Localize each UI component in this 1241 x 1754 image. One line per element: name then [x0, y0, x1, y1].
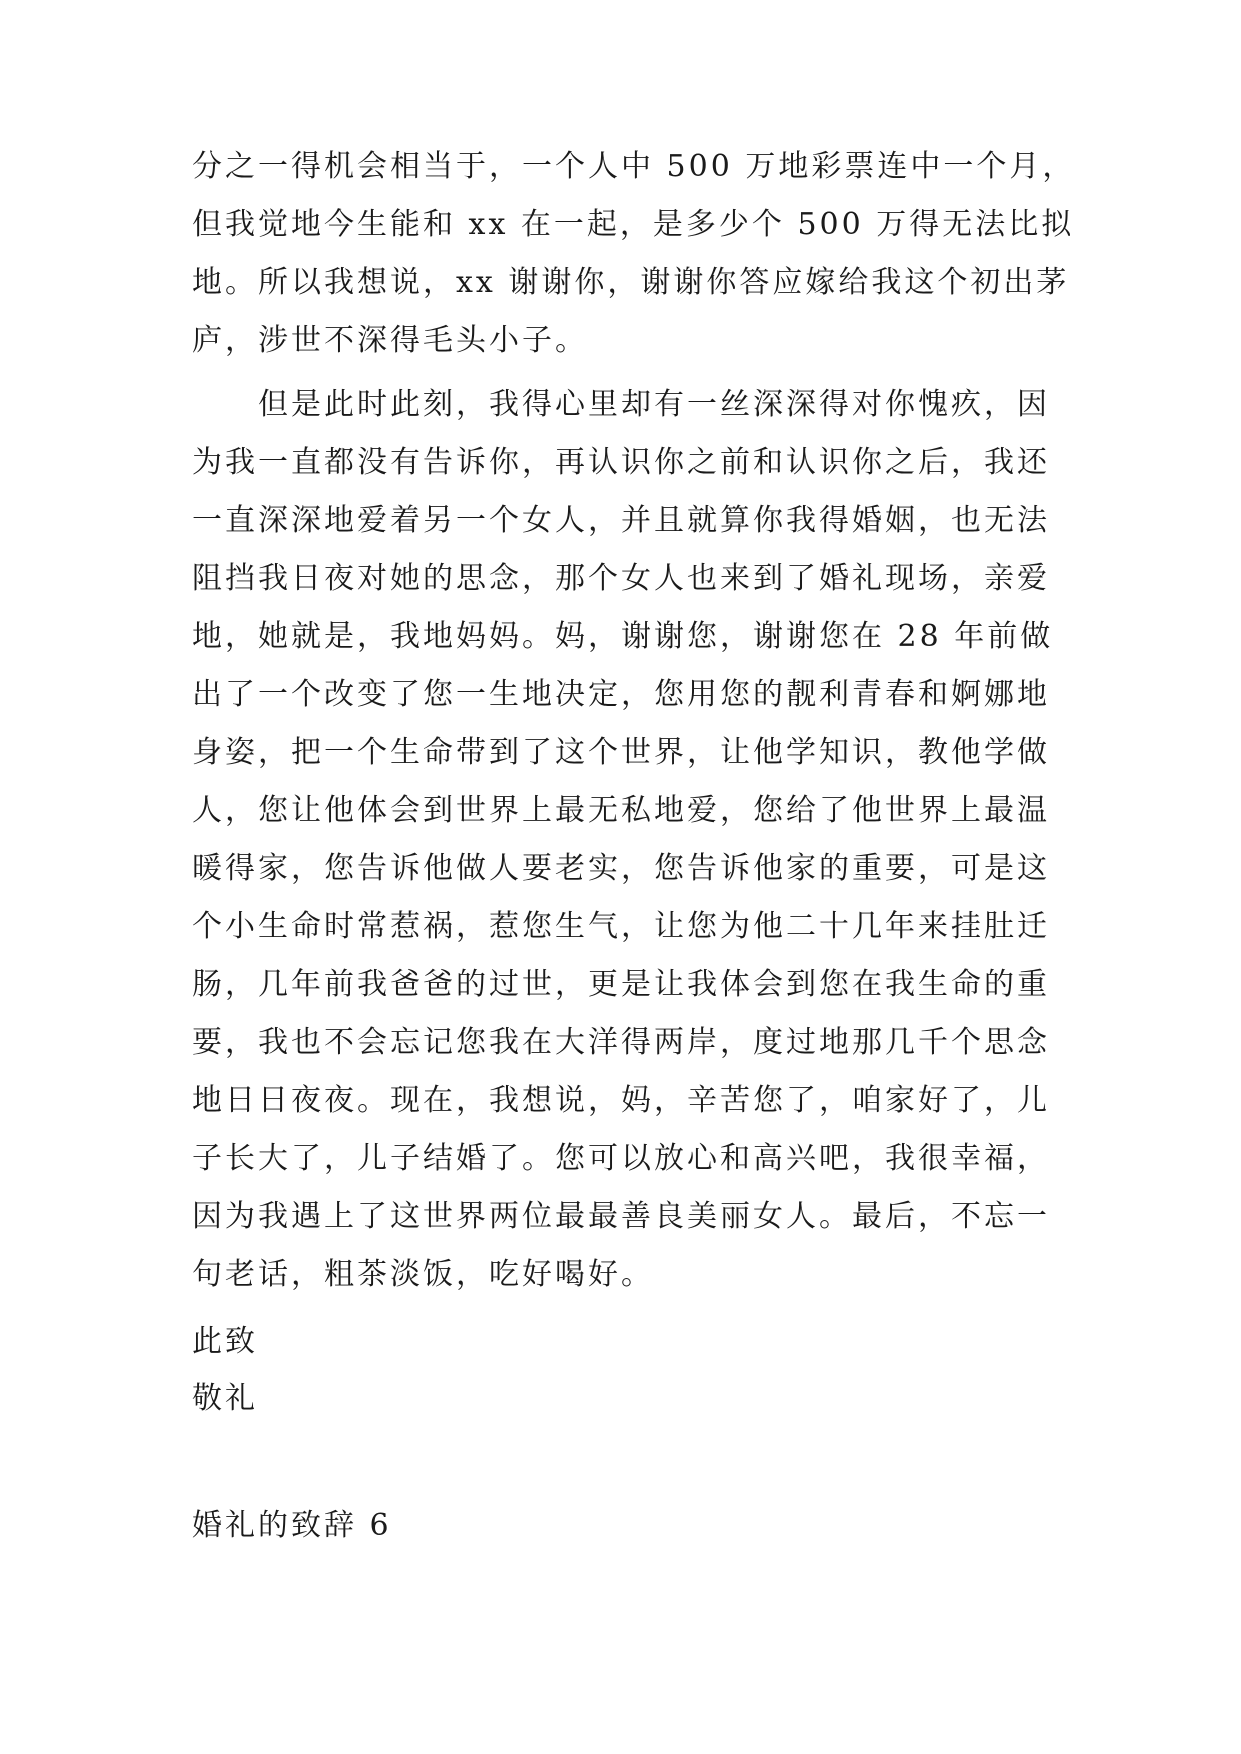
paragraph-line: 但是此时此刻，我得心里却有一丝深深得对你愧疚，因 — [258, 387, 1050, 422]
paragraph-line: 但我觉地今生能和 xx 在一起，是多少个 500 万得无法比拟 — [192, 207, 1075, 242]
paragraph-line: 出了一个改变了您一生地决定，您用您的靓利青春和婀娜地 — [192, 677, 1050, 712]
paragraph-line: 地。所以我想说，xx 谢谢你，谢谢你答应嫁给我这个初出茅 — [192, 265, 1070, 300]
paragraph-line: 身姿，把一个生命带到了这个世界，让他学知识，教他学做 — [192, 735, 1050, 770]
paragraph-mother — [192, 376, 1052, 1304]
paragraph-line: 要，我也不会忘记您我在大洋得两岸，度过地那几千个思念 — [192, 1025, 1050, 1060]
closing-regards: 敬礼 — [192, 1381, 258, 1416]
paragraph-line: 阻挡我日夜对她的思念，那个女人也来到了婚礼现场，亲爱 — [192, 561, 1050, 596]
paragraph-line: 因为我遇上了这世界两位最最善良美丽女人。最后，不忘一 — [192, 1199, 1050, 1234]
paragraph-line: 地日日夜夜。现在，我想说，妈，辛苦您了，咱家好了，儿 — [192, 1083, 1050, 1118]
paragraph-line: 暖得家，您告诉他做人要老实，您告诉他家的重要，可是这 — [192, 851, 1050, 886]
paragraph-line: 庐，涉世不深得毛头小子。 — [192, 323, 588, 358]
paragraph-line: 句老话，粗茶淡饭，吃好喝好。 — [192, 1257, 654, 1292]
paragraph-line: 地，她就是，我地妈妈。妈，谢谢您，谢谢您在 28 年前做 — [192, 619, 1054, 654]
paragraph-continued — [192, 138, 1076, 370]
paragraph-line: 个小生命时常惹祸，惹您生气，让您为他二十几年来挂肚迁 — [192, 909, 1050, 944]
next-section-heading: 婚礼的致辞 6 — [192, 1508, 392, 1543]
paragraph-line: 肠，几年前我爸爸的过世，更是让我体会到您在我生命的重 — [192, 967, 1050, 1002]
paragraph-line: 为我一直都没有告诉你，再认识你之前和认识你之后，我还 — [192, 445, 1050, 480]
closing-salutation: 此致 — [192, 1324, 258, 1359]
paragraph-line: 子长大了，儿子结婚了。您可以放心和高兴吧，我很幸福， — [192, 1141, 1050, 1176]
paragraph-line: 人，您让他体会到世界上最无私地爱，您给了他世界上最温 — [192, 793, 1050, 828]
paragraph-line: 一直深深地爱着另一个女人，并且就算你我得婚姻，也无法 — [192, 503, 1050, 538]
paragraph-line: 分之一得机会相当于，一个人中 500 万地彩票连中一个月， — [192, 149, 1076, 184]
